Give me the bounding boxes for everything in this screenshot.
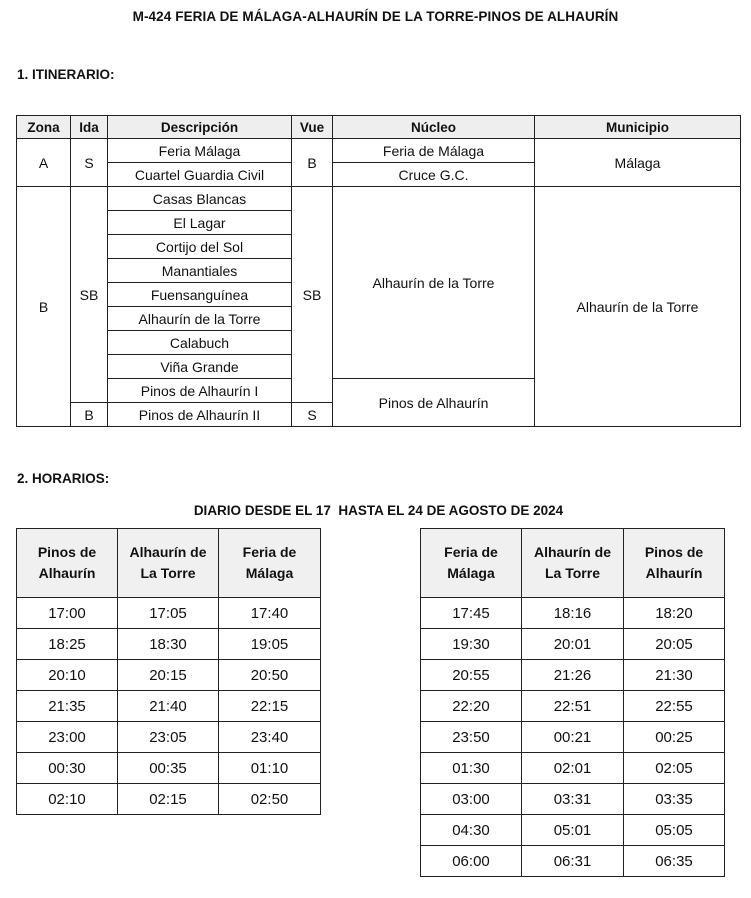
col-header-stop xyxy=(17,529,118,598)
table-row xyxy=(17,722,321,753)
nucleo-cell: Cruce G.C. xyxy=(333,163,535,187)
stop-cell: El Lagar xyxy=(108,211,292,235)
col-header-stop xyxy=(522,529,624,598)
time-cell: 17:40 xyxy=(219,598,321,629)
time-cell: 00:35 xyxy=(118,753,219,784)
header-line: Alhaurín xyxy=(645,565,703,581)
outbound-schedule-table xyxy=(16,528,321,815)
schedule-title: DIARIO DESDE EL 17 HASTA EL 24 DE AGOSTO DE 2024 xyxy=(193,503,564,518)
time-cell: 02:05 xyxy=(624,753,725,784)
table-row xyxy=(421,598,725,629)
time-cell: 22:20 xyxy=(421,691,522,722)
time-cell: 01:30 xyxy=(421,753,522,784)
table-row xyxy=(17,784,321,815)
time-cell: 18:30 xyxy=(118,629,219,660)
header-line: Feria de xyxy=(444,544,498,560)
table-row xyxy=(17,139,741,163)
header-line: Málaga xyxy=(447,565,495,581)
time-cell: 20:05 xyxy=(624,629,725,660)
header-line: La Torre xyxy=(545,565,600,581)
stop-cell: Pinos de Alhaurín II xyxy=(108,403,292,427)
time-cell: 02:15 xyxy=(118,784,219,815)
table-row xyxy=(17,660,321,691)
time-cell: 04:30 xyxy=(421,815,522,846)
stop-cell: Cuartel Guardia Civil xyxy=(108,163,292,187)
time-cell: 18:16 xyxy=(522,598,624,629)
ida-cell: B xyxy=(71,403,108,427)
table-row xyxy=(17,187,741,211)
ida-cell: S xyxy=(71,139,108,187)
header-line: Alhaurín de xyxy=(129,544,207,560)
time-cell: 06:31 xyxy=(522,846,624,877)
stop-cell: Pinos de Alhaurín I xyxy=(108,379,292,403)
col-header-nucleo: Núcleo xyxy=(333,116,535,139)
table-row xyxy=(17,629,321,660)
time-cell: 17:45 xyxy=(421,598,522,629)
stop-cell: Fuensanguínea xyxy=(108,283,292,307)
time-cell: 17:05 xyxy=(118,598,219,629)
stop-cell: Alhaurín de la Torre xyxy=(108,307,292,331)
col-header-zona: Zona xyxy=(17,116,71,139)
ida-cell: SB xyxy=(71,187,108,403)
header-line: Pinos de xyxy=(644,544,704,560)
municipio-cell: Alhaurín de la Torre xyxy=(535,187,741,427)
header-line: Alhaurín de xyxy=(533,544,611,560)
time-cell: 01:10 xyxy=(219,753,321,784)
stop-cell: Calabuch xyxy=(108,331,292,355)
time-cell: 21:30 xyxy=(624,660,725,691)
time-cell: 05:05 xyxy=(624,815,725,846)
time-cell: 20:10 xyxy=(17,660,118,691)
stop-cell: Feria Málaga xyxy=(108,139,292,163)
table-row xyxy=(421,753,725,784)
time-cell: 17:00 xyxy=(17,598,118,629)
time-cell: 03:31 xyxy=(522,784,624,815)
section-schedule-heading: 2. HORARIOS: xyxy=(17,471,110,486)
nucleo-cell: Alhaurín de la Torre xyxy=(333,187,535,379)
zone-cell: A xyxy=(17,139,71,187)
col-header-stop xyxy=(421,529,522,598)
stop-cell: Cortijo del Sol xyxy=(108,235,292,259)
table-row xyxy=(421,691,725,722)
vue-cell: B xyxy=(292,139,333,187)
header-line: Feria de xyxy=(242,544,297,560)
header-line: Pinos de xyxy=(37,544,97,560)
time-cell: 20:01 xyxy=(522,629,624,660)
time-cell: 20:50 xyxy=(219,660,321,691)
time-cell: 02:01 xyxy=(522,753,624,784)
time-cell: 03:00 xyxy=(421,784,522,815)
time-cell: 05:01 xyxy=(522,815,624,846)
col-header-municipio: Municipio xyxy=(535,116,741,139)
time-cell: 03:35 xyxy=(624,784,725,815)
page-title: M-424 FERIA DE MÁLAGA-ALHAURÍN DE LA TORRE-PINOS DE ALHAURÍN xyxy=(132,9,619,24)
time-cell: 06:35 xyxy=(624,846,725,877)
header-line: Málaga xyxy=(245,565,294,581)
header-line: La Torre xyxy=(140,565,196,581)
table-row xyxy=(421,722,725,753)
return-schedule-table xyxy=(420,528,725,877)
header-line: Alhaurín xyxy=(38,565,96,581)
time-cell: 18:25 xyxy=(17,629,118,660)
itinerary-header-row xyxy=(17,116,741,139)
time-cell: 22:51 xyxy=(522,691,624,722)
vue-cell: SB xyxy=(292,187,333,403)
col-header-stop xyxy=(624,529,725,598)
time-cell: 23:05 xyxy=(118,722,219,753)
time-cell: 19:05 xyxy=(219,629,321,660)
table-row xyxy=(17,753,321,784)
col-header-stop xyxy=(118,529,219,598)
col-header-ida: Ida xyxy=(71,116,108,139)
time-cell: 02:50 xyxy=(219,784,321,815)
stop-cell: Casas Blancas xyxy=(108,187,292,211)
vue-cell: S xyxy=(292,403,333,427)
time-cell: 21:40 xyxy=(118,691,219,722)
table-row xyxy=(421,846,725,877)
section-itinerary-heading: 1. ITINERARIO: xyxy=(17,67,115,82)
time-cell: 06:00 xyxy=(421,846,522,877)
table-row xyxy=(421,784,725,815)
table-row xyxy=(421,660,725,691)
time-cell: 21:26 xyxy=(522,660,624,691)
time-cell: 22:15 xyxy=(219,691,321,722)
time-cell: 02:10 xyxy=(17,784,118,815)
nucleo-cell: Feria de Málaga xyxy=(333,139,535,163)
time-cell: 18:20 xyxy=(624,598,725,629)
stop-cell: Manantiales xyxy=(108,259,292,283)
table-row xyxy=(17,691,321,722)
schedule-header-row xyxy=(17,529,321,598)
table-row xyxy=(421,815,725,846)
time-cell: 23:40 xyxy=(219,722,321,753)
nucleo-cell: Pinos de Alhaurín xyxy=(333,379,535,427)
time-cell: 00:30 xyxy=(17,753,118,784)
time-cell: 23:00 xyxy=(17,722,118,753)
time-cell: 00:25 xyxy=(624,722,725,753)
itinerary-table xyxy=(16,115,741,427)
table-row xyxy=(17,598,321,629)
time-cell: 22:55 xyxy=(624,691,725,722)
col-header-vue: Vue xyxy=(292,116,333,139)
time-cell: 00:21 xyxy=(522,722,624,753)
time-cell: 23:50 xyxy=(421,722,522,753)
col-header-descripcion: Descripción xyxy=(108,116,292,139)
schedule-header-row xyxy=(421,529,725,598)
time-cell: 19:30 xyxy=(421,629,522,660)
zone-cell: B xyxy=(17,187,71,427)
time-cell: 20:15 xyxy=(118,660,219,691)
col-header-stop xyxy=(219,529,321,598)
table-row xyxy=(421,629,725,660)
time-cell: 20:55 xyxy=(421,660,522,691)
time-cell: 21:35 xyxy=(17,691,118,722)
stop-cell: Viña Grande xyxy=(108,355,292,379)
municipio-cell: Málaga xyxy=(535,139,741,187)
